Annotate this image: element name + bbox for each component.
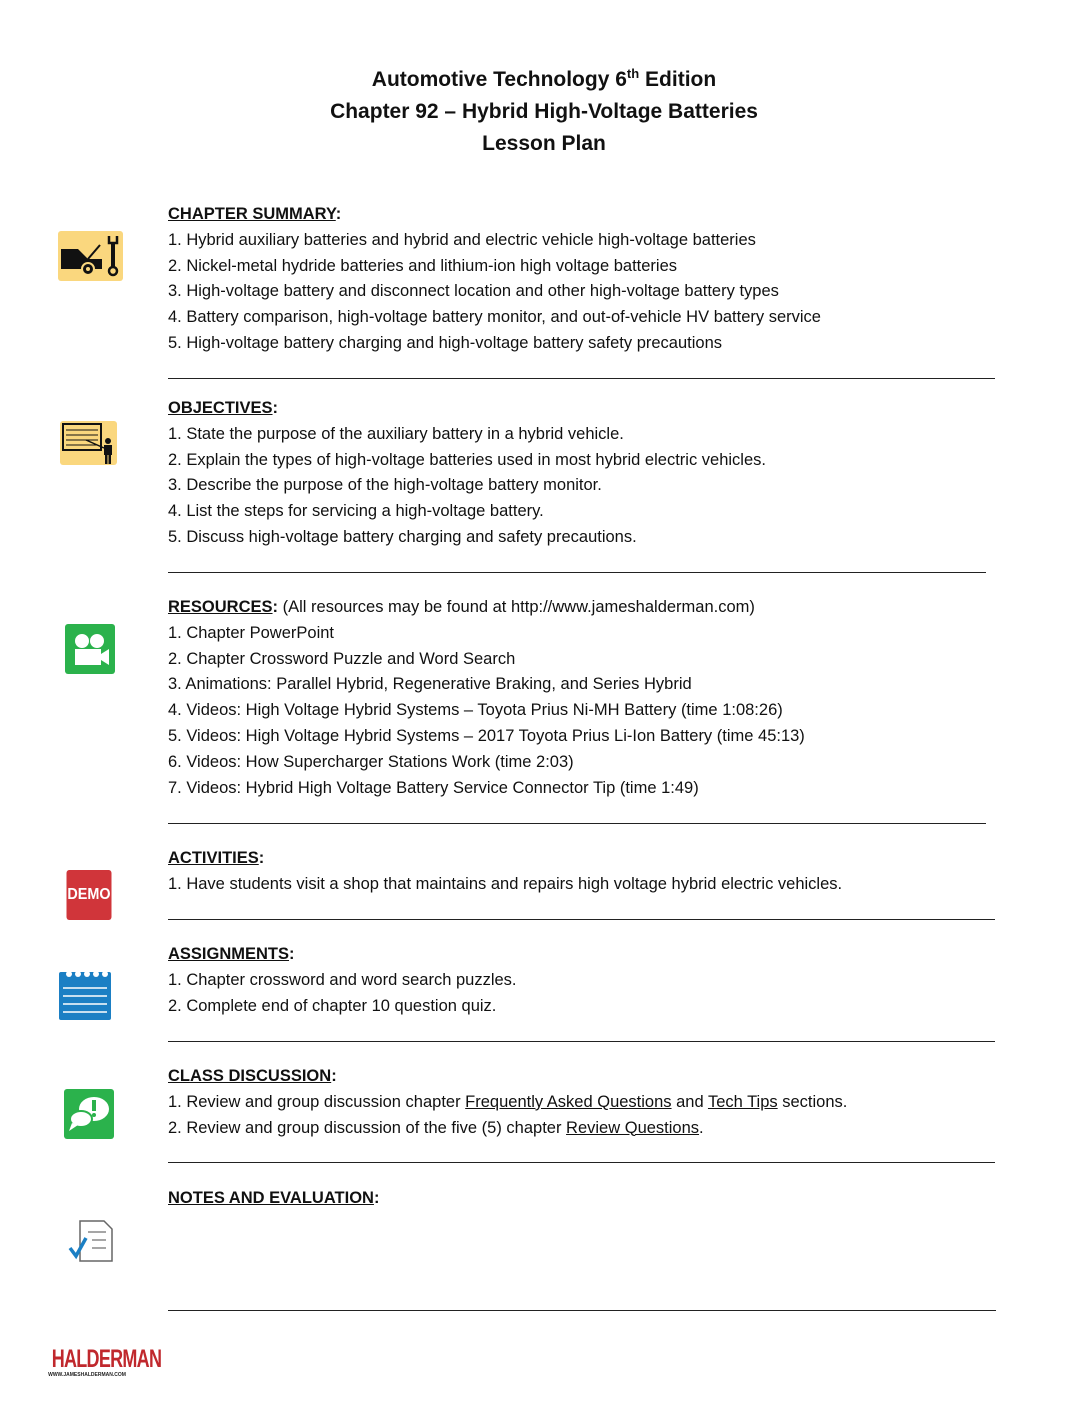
divider	[168, 572, 986, 573]
list-item: 1. Chapter PowerPoint	[168, 623, 335, 642]
doc-title-line2: Chapter 92 – Hybrid High-Voltage Batteries	[330, 100, 758, 123]
list-item: 6. Videos: How Supercharger Stations Work (time 2:03)	[168, 752, 574, 771]
list-item: 2. Nickel-metal hydride batteries and lithium-ion high voltage batteries	[168, 256, 678, 275]
tech-tips-link[interactable]: Tech Tips	[707, 1092, 778, 1111]
divider	[168, 823, 986, 824]
section-heading: ACTIVITIES	[168, 849, 259, 867]
resources-note: (All resources may be found at http://www.jameshalderman.com)	[278, 598, 755, 616]
section-heading: OBJECTIVES	[168, 399, 273, 417]
list-item: 3. Describe the purpose of the high-voltage battery monitor.	[168, 476, 602, 495]
discussion-icon	[64, 1089, 114, 1139]
divider	[168, 378, 995, 379]
notes-section: NOTES AND EVALUATION:	[168, 1189, 380, 1207]
section-heading: NOTES AND EVALUATION	[168, 1189, 374, 1207]
assignments-section: ASSIGNMENTS: 1. Chapter crossword and word search puzzles. 2. Complete end of chapter 10 question quiz.	[168, 942, 517, 1019]
list-item: 3. Animations: Parallel Hybrid, Regenerative Braking, and Series Hybrid	[168, 675, 692, 694]
objectives-section: OBJECTIVES: 1. State the purpose of the auxiliary battery in a hybrid vehicle. 2. Explain the types of high-voltage batteries used in most hybrid electric vehicles. 3. Describe the purpose of the high-voltage battery monitor. 4. List the steps for servicing a high-voltage battery. 5. Discuss high-voltage battery charging and safety precautions.	[168, 396, 766, 551]
class-discussion-section: CLASS DISCUSSION: 1. Review and group discussion chapter Frequently Asked Questions and Tech Tips sections. 2. Review and group discussion of the five (5) chapter Review Questions.	[168, 1064, 847, 1141]
divider	[168, 919, 995, 920]
section-heading: ASSIGNMENTS	[168, 945, 290, 963]
list-item: 3. High-voltage battery and disconnect location and other high-voltage battery types	[168, 282, 779, 301]
video-camera-icon	[65, 624, 115, 674]
list-item: 1. Review and group discussion chapter Frequently Asked Questions and Tech Tips sections.	[168, 1092, 848, 1111]
chapter-summary-section: CHAPTER SUMMARY: 1. Hybrid auxiliary batteries and hybrid and electric vehicle high-voltage batteries 2. Nickel-metal hydride batteries and lithium-ion high voltage batteries 3. High-voltage battery and disconnect location and other high-voltage battery types 4. Battery comparison, high-voltage battery monitor, and out-of-vehicle HV battery service 5. High-voltage battery charging and high-voltage battery safety precautions	[168, 202, 821, 357]
divider	[168, 1162, 995, 1163]
list-item: 5. High-voltage battery charging and high-voltage battery safety precautions	[168, 333, 722, 352]
section-heading: CHAPTER SUMMARY	[168, 205, 336, 223]
doc-title-line1: Automotive Technology 6th Edition	[371, 66, 717, 91]
presentation-icon	[60, 421, 117, 465]
logo-text: HALDERMAN	[51, 1345, 162, 1373]
notepad-icon	[59, 968, 111, 1020]
list-item: 2. Complete end of chapter 10 question quiz.	[168, 996, 497, 1015]
list-item: 1. State the purpose of the auxiliary battery in a hybrid vehicle.	[168, 424, 624, 443]
list-item: 4. List the steps for servicing a high-voltage battery.	[168, 502, 544, 521]
list-item: 2. Explain the types of high-voltage batteries used in most hybrid electric vehicles.	[168, 450, 766, 469]
list-item: 5. Videos: High Voltage Hybrid Systems – 2017 Toyota Prius Li-Ion Battery (time 45:13)	[168, 726, 805, 745]
list-item: 2. Review and group discussion of the five (5) chapter Review Questions.	[168, 1118, 704, 1137]
list-item: 7. Videos: Hybrid High Voltage Battery Service Connector Tip (time 1:49)	[168, 778, 699, 797]
faq-link[interactable]: Frequently Asked Questions	[465, 1092, 672, 1111]
list-item: 2. Chapter Crossword Puzzle and Word Search	[168, 649, 516, 668]
list-item: 1. Chapter crossword and word search puzzles.	[168, 970, 517, 989]
review-questions-link[interactable]: Review Questions	[566, 1118, 700, 1137]
logo-url: WWW.JAMESHALDERMAN.COM	[48, 1372, 126, 1378]
demo-icon: DEMO	[67, 870, 112, 920]
list-item: 1. Have students visit a shop that maintains and repairs high voltage hybrid electric vehicles.	[168, 874, 843, 893]
halderman-logo	[38, 1345, 162, 1378]
list-item: 4. Videos: High Voltage Hybrid Systems – Toyota Prius Ni-MH Battery (time 1:08:26)	[168, 701, 783, 720]
section-heading: CLASS DISCUSSION	[168, 1067, 332, 1085]
list-item: 5. Discuss high-voltage battery charging and safety precautions.	[168, 527, 637, 546]
checklist-document-icon	[68, 1218, 114, 1264]
doc-title-line3: Lesson Plan	[482, 132, 606, 155]
list-item: 4. Battery comparison, high-voltage battery monitor, and out-of-vehicle HV battery service	[168, 308, 821, 327]
car-repair-icon	[58, 231, 123, 281]
activities-section: ACTIVITIES: 1. Have students visit a shop that maintains and repairs high voltage hybrid electric vehicles.	[168, 846, 842, 898]
list-item: 1. Hybrid auxiliary batteries and hybrid and electric vehicle high-voltage batteries	[168, 230, 756, 249]
resources-section: RESOURCES: (All resources may be found at http://www.jameshalderman.com) 1. Chapter PowerPoint 2. Chapter Crossword Puzzle and Word Search 3. Animations: Parallel Hybrid, Regenerative Braking, and Series Hybrid 4. Videos: High Voltage Hybrid Systems – Toyota Prius Ni-MH Battery (time 1:08:26) 5. Videos: High Voltage Hybrid Systems – 2017 Toyota Prius Li-Ion Battery (time 45:13) 6. Videos: How Supercharger Stations Work (time 2:03) 7. Videos: Hybrid High Voltage Battery Service Connector Tip (time 1:49)	[168, 595, 805, 801]
section-heading: RESOURCES	[168, 598, 273, 616]
divider	[168, 1310, 996, 1311]
divider	[168, 1041, 995, 1042]
